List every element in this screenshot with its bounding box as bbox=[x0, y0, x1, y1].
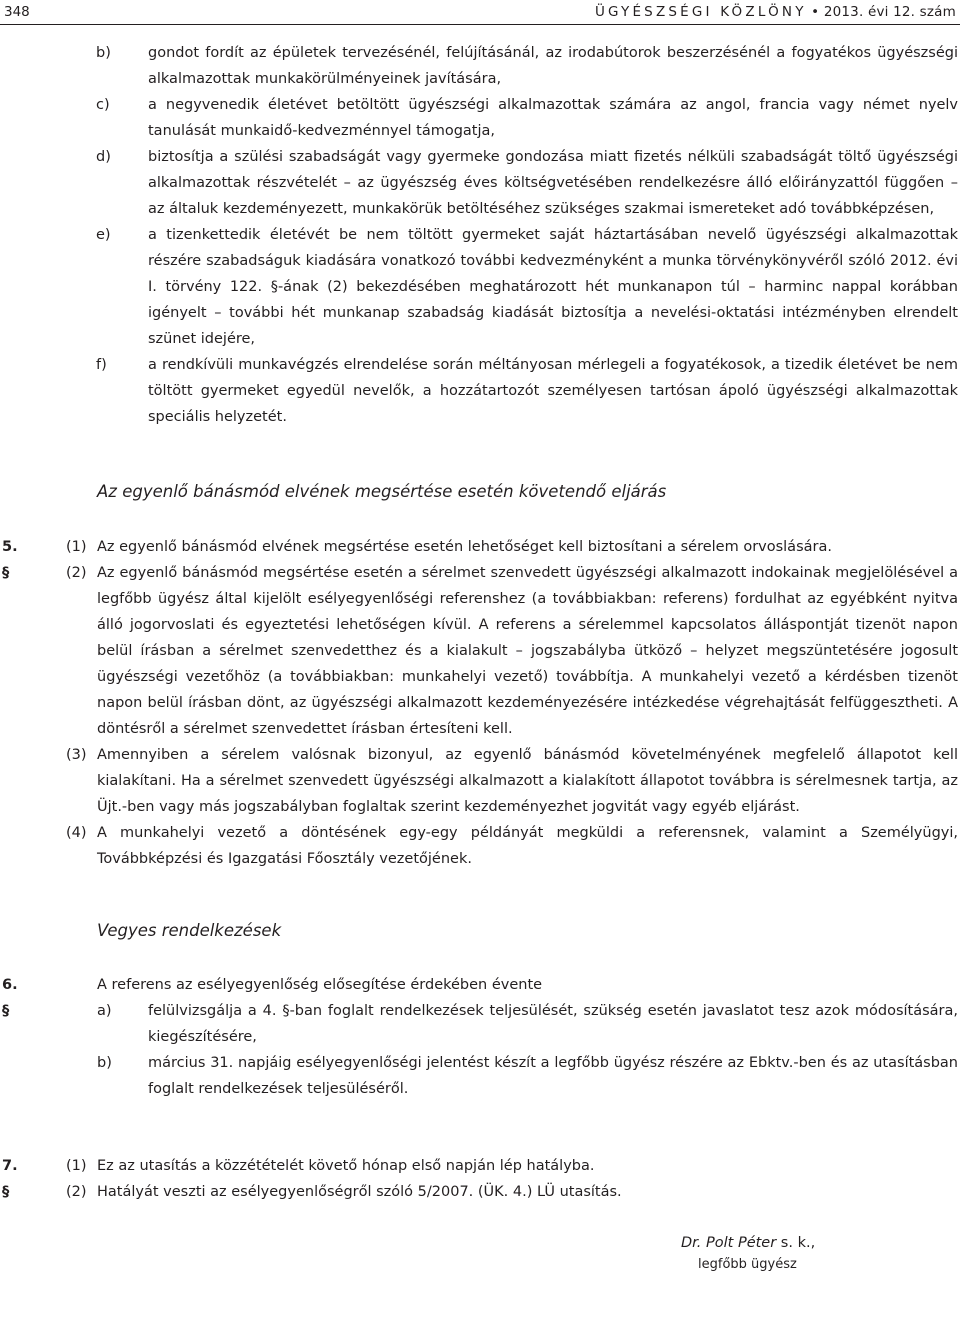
list-item-text: a negyvenedik életévet betöltött ügyészségi alkalmazottak számára az angol, francia vagy német nyelv tanulását munkaidő-kedvezménnyel támogatja, bbox=[148, 97, 958, 139]
paragraph-number: (2) bbox=[66, 1184, 87, 1200]
paragraph-number: (4) bbox=[66, 825, 87, 841]
header-separator: • bbox=[811, 4, 820, 20]
list-item-text: a rendkívüli munkavégzés elrendelése során méltányosan mérlegeli a fogyatékosok, a tizedik életévet be nem töltött gyermeket egyedül nevelők, a hozzátartozót személyesen tartósan ápoló ügyészségi alkalmazottak speciális helyzetét. bbox=[148, 357, 958, 425]
signature-suffix: s. k., bbox=[776, 1235, 816, 1251]
paragraph-number: (1) bbox=[66, 1158, 87, 1174]
paragraph-text: Az egyenlő bánásmód megsértése esetén a sérelmet szenvedett ügyészségi alkalmazott indokainak megjelölésével a legfőbb ügyész által kijelölt esélyegyenlőségi referenshez (a továbbiakban: referens) fordulhat az egyébként nyitva álló jogorvoslati és egyeztetési lehetőségen kívül. A referens a sérelemmel kapcsolatos álláspontját tizenöt napon belül írásban a sérelmet szenvedetthez és a kialakult – jogszabályba ütköző – helyzet megszüntetésére jogosult ügyészségi vezetőhöz (a továbbiakban: munkahelyi vezető) továbbítja. A munkahelyi vezető a kérdésben tizenöt napon belül írásban dönt, az ügyészségi alkalmazott kezdeményezésére intézkedése végrehajtását felfüggesztheti. A döntésről a sérelmet szenvedettet írásban értesíteni kell. bbox=[97, 565, 958, 737]
section-heading-equal-treatment: Az egyenlő bánásmód elvének megsértése esetén követendő eljárás bbox=[97, 482, 667, 501]
journal-title: ÜGYÉSZSÉGI KÖZLÖNY bbox=[594, 4, 807, 20]
paragraph-text: Ez az utasítás a közzétételét követő hónap első napján lép hatályba. bbox=[97, 1158, 595, 1174]
list-item-text: március 31. napjáig esélyegyenlőségi jelentést készít a legfőbb ügyész részére az Ebktv.-ben és az utasításban foglalt rendelkezések teljesüléséről. bbox=[148, 1055, 958, 1097]
list-item-label: b) bbox=[97, 1055, 112, 1071]
list-item-label: e) bbox=[96, 227, 111, 243]
list-item-label: f) bbox=[96, 357, 107, 373]
running-title bbox=[595, 0, 956, 24]
issue-number: 2013. évi 12. szám bbox=[823, 4, 956, 20]
signatory-title: legfőbb ügyész bbox=[698, 1257, 797, 1272]
section-number: 7. § bbox=[2, 1158, 18, 1200]
paragraph-text: Hatályát veszti az esélyegyenlőségről szóló 5/2007. (ÜK. 4.) LÜ utasítás. bbox=[97, 1184, 622, 1200]
list-item-label: a) bbox=[97, 1003, 112, 1019]
paragraph-number: (3) bbox=[66, 747, 87, 763]
list-item-label: c) bbox=[96, 97, 110, 113]
section-heading-misc: Vegyes rendelkezések bbox=[97, 921, 282, 940]
header-rule bbox=[0, 24, 960, 25]
page-number: 348 bbox=[4, 4, 30, 20]
section-number: 6. § bbox=[2, 977, 18, 1019]
list-item-text: gondot fordít az épületek tervezésénél, felújításánál, az irodabútorok beszerzésénél a fogyatékos ügyészségi alkalmazottak munkakörülményeinek javítására, bbox=[148, 45, 958, 87]
list-item-text: a tizenkettedik életévét be nem töltött gyermeket saját háztartásában nevelő ügyészségi alkalmazottak részére szabadságuk kiadására vonatkozó további kedvezményként a munka törvénykönyvéről szóló 2012. évi I. törvény 122. §-ának (2) bekezdésében meghatározott hét munkanapon túl – harminc nappal korábban igényelt – további hét munkanap szabadság kiadását biztosítja a nevelési-oktatási intézményben elrendelt szünet idejére, bbox=[148, 227, 958, 347]
paragraph-number: (1) bbox=[66, 539, 87, 555]
paragraph-text: A munkahelyi vezető a döntésének egy-egy példányát megküldi a referensnek, valamint a Személyügyi, Továbbképzési és Igazgatási Főosztály vezetőjének. bbox=[97, 825, 958, 867]
paragraph-number: (2) bbox=[66, 565, 87, 581]
paragraph-text: Amennyiben a sérelem valósnak bizonyul, az egyenlő bánásmód követelményének megfelelő állapotot kell kialakítani. Ha a sérelmet szenvedett ügyészségi alkalmazott a kialakított állapotot továbbra is sérelmesnek tartja, az Üjt.-ben vagy más jogszabályban foglaltak szerint kezdeményezhet jogvitát vagy egyéb eljárást. bbox=[97, 747, 958, 815]
list-item-text: felülvizsgálja a 4. §-ban foglalt rendelkezések teljesülését, szükség esetén javaslatot tesz azok módosítására, kiegészítésére, bbox=[148, 1003, 958, 1045]
signatory-name: Dr. Polt Péter bbox=[681, 1235, 777, 1251]
list-item-text: biztosítja a szülési szabadságát vagy gyermeke gondozása miatt fizetés nélküli szabadságát töltő ügyészségi alkalmazottak részvételét – az ügyészség éves költségvetésében rendelkezésre álló előirányzattól függően – az általuk kezdeményezett, munkakörük betöltéséhez szükséges szakmai ismereteket adó továbbképzésen, bbox=[148, 149, 958, 217]
section-intro: A referens az esélyegyenlőség elősegítése érdekében évente bbox=[97, 977, 543, 993]
page-header bbox=[0, 0, 960, 24]
list-item-label: d) bbox=[96, 149, 111, 165]
list-item-label: b) bbox=[96, 45, 111, 61]
section-number: 5. § bbox=[2, 539, 18, 581]
paragraph-text: Az egyenlő bánásmód elvének megsértése esetén lehetőséget kell biztosítani a sérelem orvoslására. bbox=[97, 539, 832, 555]
